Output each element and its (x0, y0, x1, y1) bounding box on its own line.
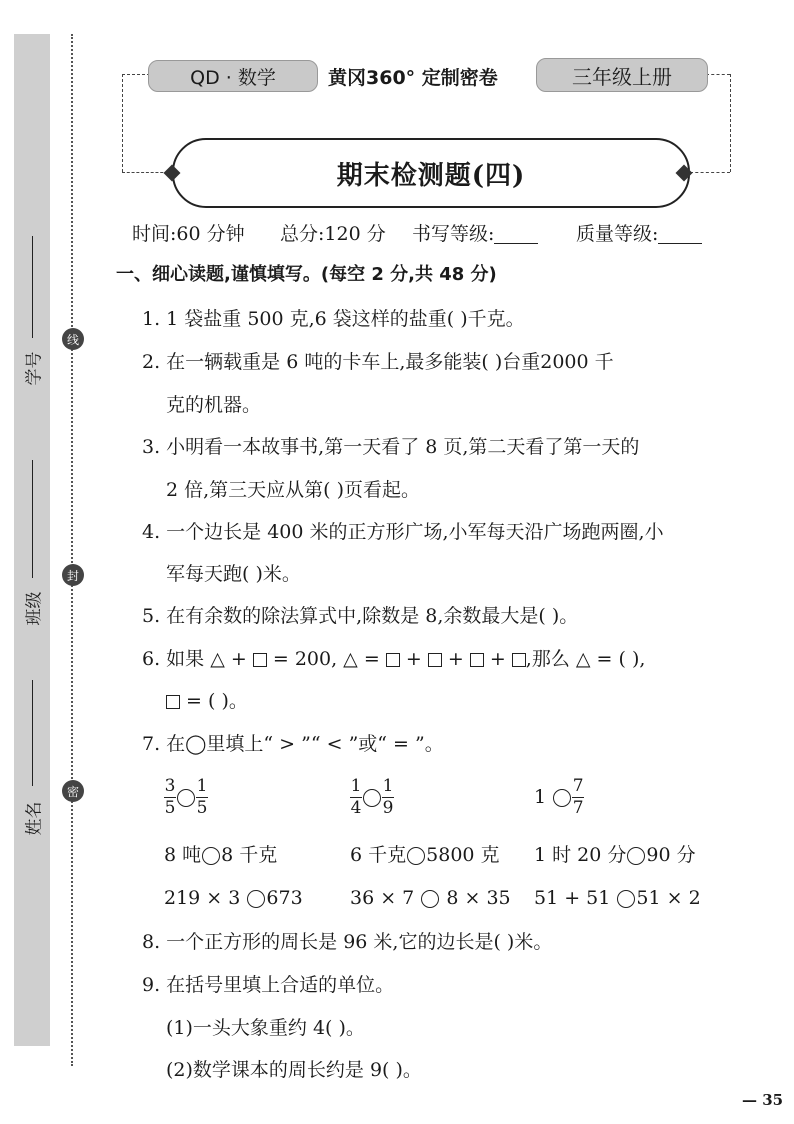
question-4-cont: 军每天跑( )米。 (166, 563, 301, 585)
compare-arith-b: 36 × 7 8 × 35 (350, 887, 511, 909)
compare-fraction-b: $\frac{1}{4}$ $\frac{1}{9}$ (350, 776, 394, 818)
square-symbol (166, 695, 180, 709)
compare-circle[interactable] (553, 789, 571, 807)
header-connector (706, 74, 730, 75)
total-score: 总分:120 分 (280, 223, 386, 245)
compare-circle[interactable] (617, 890, 635, 908)
writing-grade-blank[interactable] (494, 227, 538, 244)
name-line (32, 680, 33, 786)
section-heading: 一、细心读题,谨慎填写。(每空 2 分,共 48 分) (116, 264, 497, 285)
compare-fraction-c: 1 $\frac{7}{7}$ (534, 776, 584, 818)
header-connector (690, 172, 730, 173)
question-7: 7. 在◯里填上“ > ”“ < ”或“ = ”。 (142, 733, 444, 755)
compare-circle[interactable] (177, 789, 195, 807)
name-label: 姓名 (24, 801, 45, 836)
grade-badge: 三年级上册 (536, 58, 708, 92)
square-symbol (253, 653, 267, 667)
question-9: 9. 在括号里填上合适的单位。 (142, 974, 395, 996)
compare-circle[interactable] (202, 847, 220, 865)
compare-circle[interactable] (363, 789, 381, 807)
compare-arith-a: 219 × 3 673 (164, 887, 303, 909)
compare-circle[interactable] (407, 847, 425, 865)
compare-circle[interactable] (627, 847, 645, 865)
header-connector (730, 74, 731, 172)
exam-title: 期末检测题(四) (336, 160, 526, 191)
question-2-cont: 克的机器。 (166, 394, 262, 416)
quality-grade: 质量等级: (576, 225, 702, 244)
question-6-cont: = ( )。 (166, 692, 248, 711)
question-9-2: (2)数学课本的周长约是 9( )。 (166, 1059, 422, 1081)
question-6: 6. 如果 △ + = 200, △ = + + + ,那么 △ = ( ), (142, 648, 646, 670)
compare-circle[interactable] (421, 890, 439, 908)
compare-weight-a: 8 吨 8 千克 (164, 844, 278, 866)
class-line (32, 460, 33, 578)
student-id-line (32, 236, 33, 338)
question-4: 4. 一个边长是 400 米的正方形广场,小军每天沿广场跑两圈,小 (142, 521, 664, 543)
seal-line: 线 (62, 328, 84, 350)
question-1: 1. 1 袋盐重 500 克,6 袋这样的盐重( )千克。 (142, 308, 525, 330)
compare-circle[interactable] (247, 890, 265, 908)
writing-grade: 书写等级: (412, 225, 538, 244)
question-3-cont: 2 倍,第三天应从第( )页看起。 (166, 479, 421, 501)
compare-arith-c: 51 + 51 51 × 2 (534, 887, 701, 909)
quality-grade-blank[interactable] (658, 227, 702, 244)
student-id-label: 学号 (24, 351, 45, 386)
seal-secret: 密 (62, 780, 84, 802)
header-connector (122, 74, 150, 75)
question-3: 3. 小明看一本故事书,第一天看了 8 页,第二天看了第一天的 (142, 436, 640, 458)
page-number: — 35 (742, 1091, 784, 1109)
question-5: 5. 在有余数的除法算式中,除数是 8,余数最大是( )。 (142, 605, 579, 627)
question-2: 2. 在一辆载重是 6 吨的卡车上,最多能装( )台重2000 千 (142, 351, 614, 373)
compare-fraction-a: $\frac{3}{5}$ $\frac{1}{5}$ (164, 776, 208, 818)
question-8: 8. 一个正方形的周长是 96 米,它的边长是( )米。 (142, 931, 553, 953)
subject-badge: QD · 数学 (148, 60, 318, 92)
series-title: 黄冈360° 定制密卷 (328, 67, 498, 89)
header-connector (122, 172, 168, 173)
question-9-1: (1)一头大象重约 4( )。 (166, 1017, 365, 1039)
header-connector (122, 74, 123, 172)
cut-line (71, 34, 73, 1066)
seal-seal: 封 (62, 564, 84, 586)
compare-time: 1 时 20 分 90 分 (534, 844, 696, 866)
time-info: 时间:60 分钟 (132, 223, 245, 245)
class-label: 班级 (24, 591, 45, 626)
title-banner (172, 138, 690, 208)
compare-weight-b: 6 千克 5800 克 (350, 844, 500, 866)
